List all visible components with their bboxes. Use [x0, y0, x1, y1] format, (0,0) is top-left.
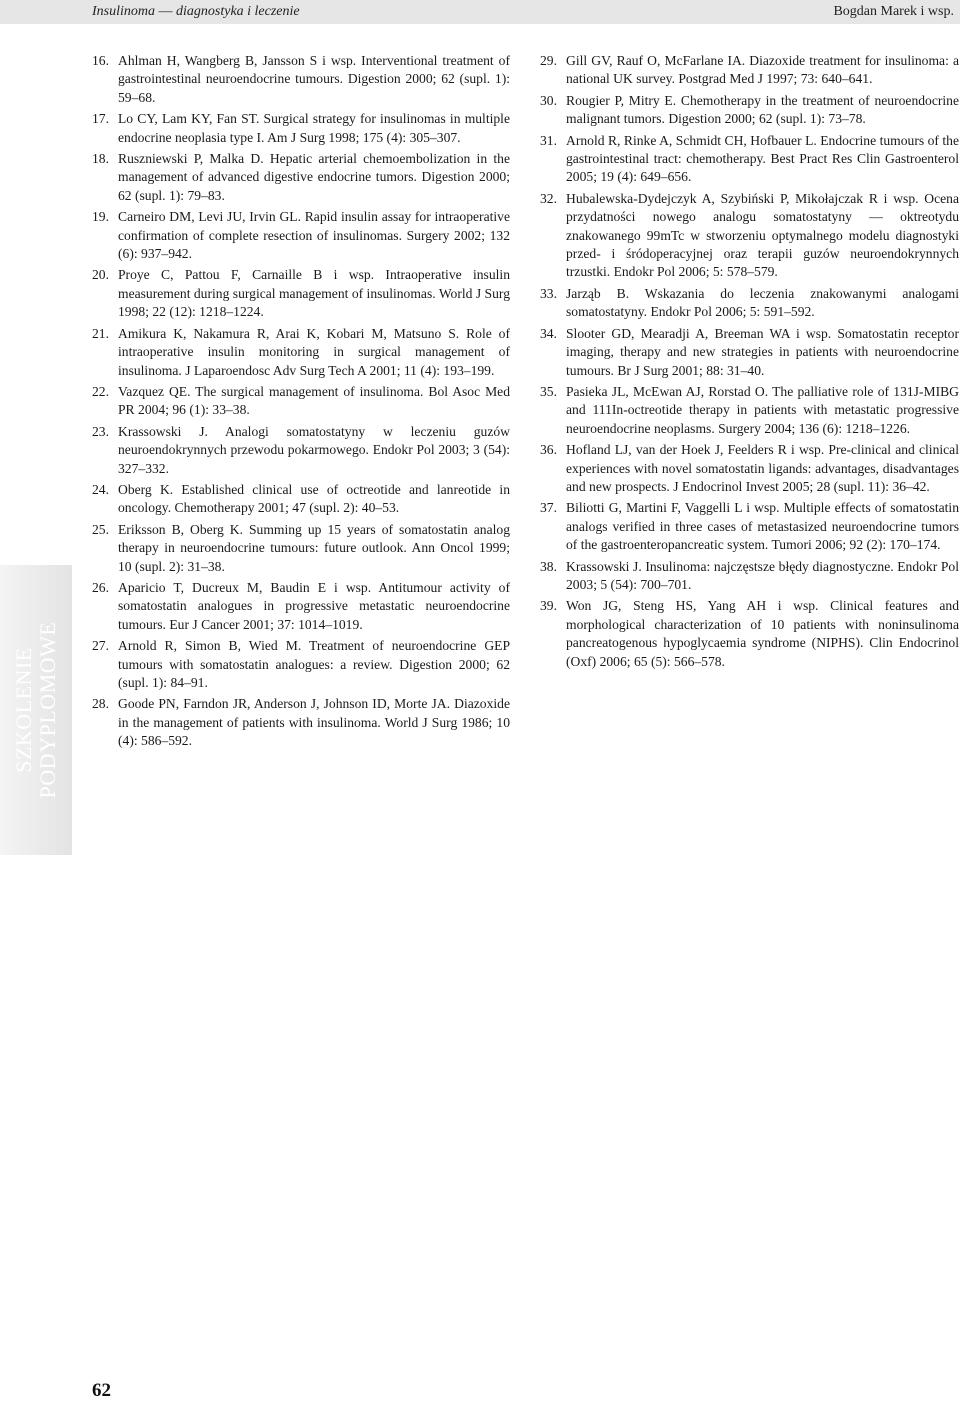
reference-item [540, 92, 959, 129]
reference-text: Lo CY, Lam KY, Fan ST. Surgical strategy for insulinomas in multiple endocrine neoplasia type I. Am J Surg 1998; 175 (4): 305–307. [118, 111, 510, 145]
reference-text: Proye C, Pattou F, Carnaille B i wsp. Intraoperative insulin measurement during surgical management of insulinomas. World J Surg 1998; 22 (12): 1218–1224. [118, 267, 510, 320]
reference-item [92, 208, 510, 263]
reference-number: 27. [92, 638, 109, 654]
reference-number: 33. [540, 285, 557, 301]
reference-text: Pasieka JL, McEwan AJ, Rorstad O. The palliative role of 131J-MIBG and 111In-octreotide therapy in patients with metastatic progressive neuroendocrine neoplasms. Surgery 2004; 136 (6): 1218–1226. [566, 383, 959, 436]
reference-item [540, 325, 959, 380]
reference-number: 31. [540, 132, 557, 148]
page-number: 62 [92, 1380, 111, 1401]
reference-number: 22. [92, 383, 109, 399]
reference-text: Won JG, Steng HS, Yang AH i wsp. Clinical features and morphological characterization of 10 patients with noninsulinoma pancreatogenous hypoglycaemia syndrome (NIPHS). Clin Endocrinol (Oxf) 2006; 65 (5): 566–578. [566, 598, 959, 669]
reference-text: Krassowski J. Analogi somatostatyny w leczeniu guzów neuroendokrynnych przewodu pokarmowego. Endokr Pol 2003; 3 (54): 327–332. [118, 423, 510, 476]
reference-number: 35. [540, 383, 557, 399]
reference-text: Hofland LJ, van der Hoek J, Feelders R i wsp. Pre-clinical and clinical experiences with novel somatostatin ligands: advantages, disadvantages and new prospects. J Endocrinol Invest 2005; 28 (supl. 11): 36–42. [566, 442, 959, 494]
reference-number: 28. [92, 696, 109, 712]
header-authors: Bogdan Marek i wsp. [833, 4, 954, 19]
references-left-column [92, 52, 510, 754]
header-title: Insulinoma [92, 4, 155, 19]
running-header-title [92, 0, 300, 24]
reference-number: 39. [540, 598, 557, 614]
reference-text: Krassowski J. Insulinoma: najczęstsze błędy diagnostyczne. Endokr Pol 2003; 5 (54): 700–701. [566, 558, 959, 592]
reference-item [92, 695, 510, 750]
reference-item [540, 52, 959, 89]
reference-text: Ruszniewski P, Malka D. Hepatic arterial chemoembolization in the management of advanced digestive endocrine tumors. Digestion 2000; 62 (supl. 1): 79–83. [118, 151, 510, 203]
reference-number: 17. [92, 111, 109, 127]
reference-number: 26. [92, 579, 109, 595]
reference-item [92, 521, 510, 576]
reference-item [540, 383, 959, 438]
reference-item [92, 383, 510, 420]
reference-number: 29. [540, 53, 557, 68]
references-right-column [540, 52, 959, 674]
reference-text: Oberg K. Established clinical use of octreotide and lanreotide in oncology. Chemotherapy 2001; 47 (supl. 2): 40–53. [118, 481, 510, 516]
reference-number: 19. [92, 209, 109, 225]
reference-text: Carneiro DM, Levi JU, Irvin GL. Rapid insulin assay for intraoperative confirmation of complete resection of insulinomas. Surgery 2002; 132 (6): 937–942. [118, 209, 510, 262]
reference-number: 24. [92, 481, 109, 497]
reference-item [92, 52, 510, 107]
reference-item [92, 325, 510, 380]
reference-text: Vazquez QE. The surgical management of insulinoma. Bol Asoc Med PR 2004; 96 (1): 33–38. [118, 383, 510, 418]
reference-text: Gill GV, Rauf O, McFarlane IA. Diazoxide treatment for insulinoma: a national UK survey. Postgrad Med J 1997; 73: 640–641. [566, 53, 959, 87]
reference-text: Arnold R, Simon B, Wied M. Treatment of neuroendocrine GEP tumours with somatostatin analogues: a review. Digestion 2000; 62 (supl. 1): 84–91. [118, 638, 510, 690]
reference-item [92, 266, 510, 321]
reference-item [92, 150, 510, 205]
reference-item [92, 637, 510, 692]
reference-item [540, 558, 959, 595]
reference-text: Eriksson B, Oberg K. Summing up 15 years of somatostatin analog therapy in neuroendocrine tumours: future outlook. Ann Oncol 1999; 10 (supl. 2): 31–38. [118, 521, 510, 574]
side-banner-line2: PODYPLOMOWE [35, 621, 60, 799]
reference-text: Jarząb B. Wskazania do leczenia znakowanymi analogami somatostatyny. Endokr Pol 2006; 5: 591–592. [566, 285, 959, 320]
header-subtitle: diagnostyka i leczenie [176, 4, 300, 19]
reference-text: Aparicio T, Ducreux M, Baudin E i wsp. Antitumour activity of somatostatin analogues in progressive metastatic neuroendocrine tumours. Eur J Cancer 2001; 37: 1014–1019. [118, 579, 510, 632]
reference-item [92, 423, 510, 478]
reference-item [92, 579, 510, 634]
header-dash: — [155, 4, 176, 19]
reference-number: 32. [540, 190, 557, 206]
side-banner [0, 565, 72, 855]
reference-number: 36. [540, 442, 557, 458]
reference-number: 37. [540, 500, 557, 516]
reference-item [540, 499, 959, 554]
side-banner-line1: SZKOLENIE [11, 647, 36, 773]
reference-item [92, 110, 510, 147]
reference-text: Arnold R, Rinke A, Schmidt CH, Hofbauer L. Endocrine tumours of the gastrointestinal tract: chemotherapy. Best Pract Res Clin Gastroenterol 2005; 19 (4): 649–656. [566, 132, 959, 185]
reference-number: 18. [92, 151, 109, 167]
reference-text: Amikura K, Nakamura R, Arai K, Kobari M, Matsuno S. Role of intraoperative insulin monitoring in surgical management of insulinoma. J Laparoendosc Adv Surg Tech A 2001; 11 (4): 193–199. [118, 325, 510, 378]
reference-number: 34. [540, 325, 557, 341]
reference-number: 30. [540, 92, 557, 108]
reference-text: Ahlman H, Wangberg B, Jansson S i wsp. Interventional treatment of gastrointestinal neuroendocrine tumours. Digestion 2000; 62 (supl. 1): 59–68. [118, 53, 510, 105]
reference-item [540, 132, 959, 187]
side-banner-text [12, 622, 60, 799]
reference-item [540, 597, 959, 671]
reference-text: Biliotti G, Martini F, Vaggelli L i wsp. Multiple effects of somatostatin analogs verified in three cases of metastasized neuroendocrine tumors of the gastroenteropancreatic system. Tumori 2006; 92 (2): 170–174. [566, 500, 959, 553]
reference-item [540, 441, 959, 496]
reference-item [540, 285, 959, 322]
reference-text: Rougier P, Mitry E. Chemotherapy in the treatment of neuroendocrine malignant tumors. Digestion 2000; 62 (supl. 1): 73–78. [566, 92, 959, 127]
running-header [0, 0, 960, 24]
reference-number: 20. [92, 267, 109, 283]
reference-item [540, 190, 959, 282]
reference-number: 38. [540, 558, 557, 574]
reference-number: 16. [92, 53, 109, 68]
reference-text: Slooter GD, Mearadji A, Breeman WA i wsp. Somatostatin receptor imaging, therapy and new strategies in patients with neuroendocrine tumours. Br J Surg 2001; 88: 31–40. [566, 325, 959, 378]
reference-number: 25. [92, 521, 109, 537]
reference-text: Hubalewska-Dydejczyk A, Szybiński P, Mikołajczak R i wsp. Ocena przydatności nowego analogu somatostatyny — oktreotydu znakowanego 99mTc w stworzeniu optymalnego modelu diagnostyki przed- i śródoperacyjnej oraz terapii guzów neuroendokrynnych trzustki. Endokr Pol 2006; 5: 578–579. [566, 190, 959, 280]
reference-number: 23. [92, 423, 109, 439]
reference-text: Goode PN, Farndon JR, Anderson J, Johnson ID, Morte JA. Diazoxide in the management of patients with insulinoma. World J Surg 1986; 10 (4): 586–592. [118, 696, 510, 749]
reference-item [92, 481, 510, 518]
reference-number: 21. [92, 325, 109, 341]
